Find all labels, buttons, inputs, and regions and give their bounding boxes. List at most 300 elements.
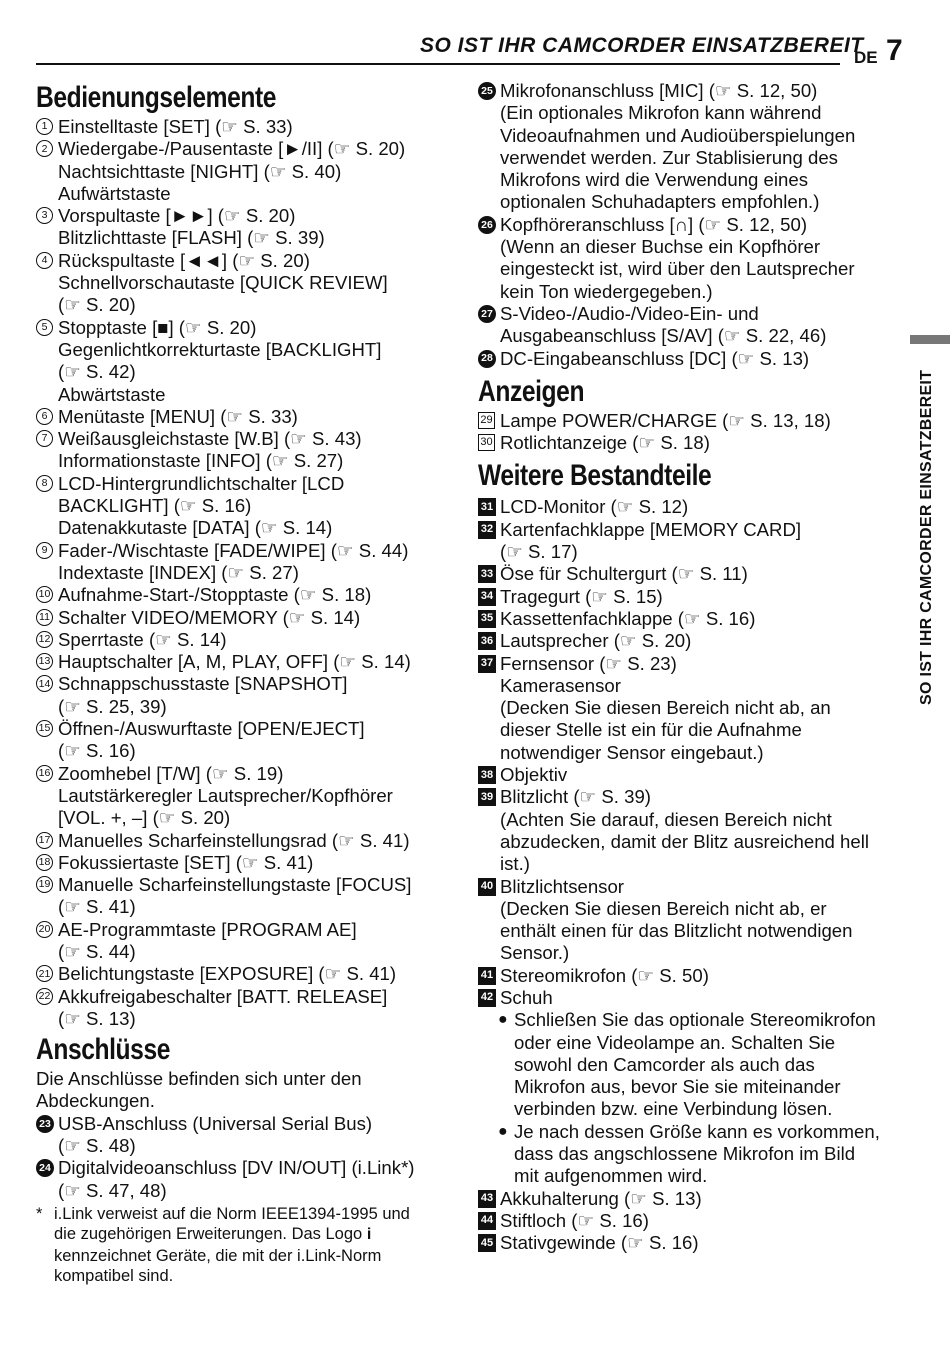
bedienung-list	[36, 116, 458, 1030]
list-item	[36, 830, 458, 852]
item-number	[478, 519, 500, 539]
list-item	[478, 563, 900, 585]
item-line: Aufnahme-Start-/Stopptaste (☞ S. 18)	[58, 584, 372, 606]
item-text	[500, 1232, 900, 1254]
list-item	[478, 519, 900, 564]
item-number	[36, 718, 58, 737]
number-badge: 38	[478, 766, 496, 784]
item-number	[478, 608, 500, 628]
list-item	[36, 763, 458, 830]
item-text	[500, 608, 900, 630]
item-number	[478, 432, 500, 451]
item-text	[58, 205, 458, 250]
item-number	[478, 1232, 500, 1252]
item-line: abzudecken, damit der Blitz ausreichend hell	[500, 830, 869, 852]
number-badge: 30	[478, 434, 495, 451]
item-number	[478, 410, 500, 429]
item-number	[478, 764, 500, 784]
item-number	[36, 629, 58, 648]
bullet-line: verbinden bzw. eine Verbindung lösen.	[514, 1098, 833, 1120]
number-badge: 29	[478, 412, 495, 429]
item-text	[500, 432, 900, 454]
list-item	[478, 586, 900, 608]
item-number	[36, 138, 58, 157]
anzeigen-list	[478, 410, 900, 455]
item-line: Hauptschalter [A, M, PLAY, OFF] (☞ S. 14)	[58, 651, 411, 673]
list-item	[36, 473, 458, 540]
item-line: Lampe POWER/CHARGE (☞ S. 13, 18)	[500, 409, 831, 431]
item-line: USB-Anschluss (Universal Serial Bus)	[58, 1112, 373, 1134]
number-badge: 17	[36, 832, 53, 849]
item-line: Digitalvideoanschluss [DV IN/OUT] (i.Link*)	[58, 1157, 415, 1179]
item-number	[36, 540, 58, 559]
item-number	[36, 830, 58, 849]
item-line: Schalter VIDEO/MEMORY (☞ S. 14)	[58, 606, 361, 628]
item-number	[478, 876, 500, 896]
item-text	[500, 630, 900, 652]
list-item	[478, 987, 900, 1009]
list-item	[478, 876, 900, 965]
list-item	[36, 540, 458, 585]
list-item	[478, 496, 900, 518]
number-badge: 4	[36, 252, 53, 269]
item-line: Menütaste [MENU] (☞ S. 33)	[58, 405, 298, 427]
list-item	[36, 963, 458, 985]
anschluesse-list	[36, 1113, 458, 1202]
item-line: LCD-Monitor (☞ S. 12)	[500, 496, 689, 518]
item-line: (☞ S. 48)	[58, 1135, 136, 1157]
item-line: Gegenlichtkorrekturtaste [BACKLIGHT]	[58, 338, 382, 360]
bullet-text	[514, 1121, 880, 1188]
list-item	[478, 410, 900, 432]
item-text	[500, 764, 900, 786]
item-line: Informationstaste [INFO] (☞ S. 27)	[58, 450, 344, 472]
item-line: ist.)	[500, 853, 530, 875]
item-line: Akkuhalterung (☞ S. 13)	[500, 1187, 702, 1209]
item-line: (☞ S. 20)	[58, 294, 136, 316]
list-item	[36, 250, 458, 317]
list-item	[478, 965, 900, 987]
item-text	[58, 607, 458, 629]
item-number	[36, 852, 58, 871]
bullet-line: dass das angschlossene Mikrofon im Bild	[514, 1143, 856, 1165]
item-text	[58, 629, 458, 651]
item-text	[500, 1188, 900, 1210]
item-line: Schnellvorschautaste [QUICK REVIEW]	[58, 272, 388, 294]
item-number	[36, 763, 58, 782]
item-line: Schuh	[500, 986, 553, 1008]
item-line: Indextaste [INDEX] (☞ S. 27)	[58, 561, 299, 583]
number-badge: 39	[478, 788, 496, 806]
list-item	[36, 138, 458, 205]
list-item	[478, 608, 900, 630]
list-item	[478, 348, 900, 370]
item-line: (☞ S. 25, 39)	[58, 695, 167, 717]
number-badge: 20	[36, 921, 53, 938]
item-text	[500, 586, 900, 608]
footnote	[36, 1204, 458, 1287]
number-badge: 22	[36, 988, 53, 1005]
number-badge: 12	[36, 631, 53, 648]
item-number	[478, 1210, 500, 1230]
item-line: Manuelle Scharfeinstellungstaste [FOCUS]	[58, 874, 412, 896]
bullet-line: mit aufgenommen wird.	[514, 1165, 708, 1187]
list-item	[36, 1157, 458, 1202]
item-line: Akkufreigabeschalter [BATT. RELEASE]	[58, 985, 388, 1007]
item-line: (Achten Sie darauf, diesen Bereich nicht	[500, 808, 832, 830]
item-line: Rotlichtanzeige (☞ S. 18)	[500, 432, 710, 454]
number-badge: 40	[478, 878, 496, 896]
item-line: Fokussiertaste [SET] (☞ S. 41)	[58, 851, 314, 873]
item-text	[500, 80, 900, 214]
item-line: (Wenn an dieser Buchse ein Kopfhörer	[500, 236, 821, 258]
item-text	[500, 987, 900, 1009]
number-badge: 25	[478, 82, 496, 100]
item-line: Kassettenfachklappe (☞ S. 16)	[500, 607, 756, 629]
bullet-item	[478, 1009, 900, 1120]
list-item	[36, 607, 458, 629]
number-badge: 24	[36, 1159, 54, 1177]
number-badge: 36	[478, 632, 496, 650]
number-badge: 44	[478, 1212, 496, 1230]
running-header: SO IST IHR CAMCORDER EINSATZBEREIT	[420, 34, 864, 57]
item-text	[500, 1210, 900, 1232]
item-number	[36, 963, 58, 982]
list-item	[478, 80, 900, 214]
header-rule	[36, 63, 840, 65]
item-number	[478, 987, 500, 1007]
item-line: Videoaufnahmen und Audioüberspielungen	[500, 124, 856, 146]
weitere-list-continued	[478, 1188, 900, 1255]
item-text	[58, 473, 458, 540]
list-item	[36, 919, 458, 964]
item-text	[500, 653, 900, 764]
list-item	[36, 1113, 458, 1158]
bullet-item	[478, 1121, 900, 1188]
item-line: Datenakkutaste [DATA] (☞ S. 14)	[58, 517, 333, 539]
item-text	[58, 406, 458, 428]
number-badge: 8	[36, 475, 53, 492]
list-item	[36, 718, 458, 763]
list-item	[478, 303, 900, 348]
anschluesse-list-continued	[478, 80, 900, 370]
item-line: Mikrofonanschluss [MIC] (☞ S. 12, 50)	[500, 80, 818, 101]
item-number	[36, 607, 58, 626]
section-title-anschluesse: Anschlüsse	[36, 1033, 170, 1067]
item-number	[478, 630, 500, 650]
item-number	[478, 80, 500, 100]
item-line: optionalen Schuhadapters empfohlen.)	[500, 191, 820, 213]
number-badge: 6	[36, 408, 53, 425]
item-number	[36, 406, 58, 425]
number-badge: 26	[478, 216, 496, 234]
list-item	[478, 214, 900, 303]
item-line: (Ein optionales Mikrofon kann während	[500, 102, 822, 124]
item-line: Vorspultaste [►►] (☞ S. 20)	[58, 205, 296, 227]
item-number	[36, 473, 58, 492]
bullet-line: sowohl den Camcorder als auch das	[514, 1053, 815, 1075]
section-title-anzeigen: Anzeigen	[478, 374, 585, 408]
number-badge: 41	[478, 967, 496, 985]
item-line: Rückspultaste [◄◄] (☞ S. 20)	[58, 249, 310, 271]
item-line: Kopfhöreranschluss [∩] (☞ S. 12, 50)	[500, 213, 808, 235]
list-item	[36, 428, 458, 473]
item-number	[478, 786, 500, 806]
side-tab-label: SO IST IHR CAMCORDER EINSATZBEREIT	[918, 369, 935, 705]
item-line: Ausgabeanschluss [S/AV] (☞ S. 22, 46)	[500, 325, 827, 347]
item-line: AE-Programmtaste [PROGRAM AE]	[58, 918, 357, 940]
item-text	[58, 250, 458, 317]
item-number	[478, 496, 500, 516]
number-badge: 21	[36, 965, 53, 982]
item-line: Mikrofons wird die Verwendung eines	[500, 169, 808, 191]
item-text	[58, 830, 458, 852]
number-badge: 34	[478, 588, 496, 606]
item-line: (☞ S. 44)	[58, 940, 136, 962]
list-item	[36, 852, 458, 874]
list-item	[36, 317, 458, 406]
item-line: Manuelles Scharfeinstellungsrad (☞ S. 41)	[58, 829, 410, 851]
number-badge: 9	[36, 542, 53, 559]
item-line: kein Ton wiedergegeben.)	[500, 280, 713, 302]
item-number	[36, 874, 58, 893]
list-item	[478, 1210, 900, 1232]
list-item	[478, 786, 900, 875]
item-number	[36, 584, 58, 603]
item-line: enthält einen für das Blitzlicht notwendigen	[500, 920, 853, 942]
item-line: (☞ S. 16)	[58, 740, 136, 762]
list-item	[36, 406, 458, 428]
number-badge: 35	[478, 610, 496, 628]
shoe-bullets	[478, 1009, 900, 1187]
section-title-weitere-bestandteile: Weitere Bestandteile	[478, 459, 712, 493]
side-tab-bar	[910, 335, 950, 344]
list-item	[36, 673, 458, 718]
item-line: Lautsprecher (☞ S. 20)	[500, 630, 692, 652]
item-text	[58, 651, 458, 673]
ilink-logo-icon: i	[366, 1226, 372, 1244]
item-line: Nachtsichttaste [NIGHT] (☞ S. 40)	[58, 160, 342, 182]
number-badge: 37	[478, 655, 496, 673]
anschluesse-intro	[36, 1068, 458, 1113]
footnote-body	[54, 1204, 410, 1287]
item-line: (☞ S. 13)	[58, 1007, 136, 1029]
item-line: Sperrtaste (☞ S. 14)	[58, 628, 227, 650]
item-line: (☞ S. 41)	[58, 896, 136, 918]
item-text	[500, 876, 900, 965]
number-badge: 31	[478, 498, 496, 516]
item-text	[58, 852, 458, 874]
language-tag: DE	[854, 48, 878, 67]
item-number	[478, 303, 500, 323]
page-number: 7	[886, 34, 903, 67]
item-line: (Decken Sie diesen Bereich nicht ab, er	[500, 897, 827, 919]
item-number	[36, 919, 58, 938]
item-number	[478, 563, 500, 583]
number-badge: 45	[478, 1234, 496, 1252]
item-number	[36, 1157, 58, 1177]
item-line: Abwärtstaste	[58, 383, 166, 405]
bullet-text	[514, 1009, 876, 1120]
item-line: Stativgewinde (☞ S. 16)	[500, 1232, 699, 1254]
list-item	[36, 874, 458, 919]
item-line: eingesteckt ist, wird über den Lautsprecher	[500, 258, 855, 280]
item-line: Objektiv	[500, 764, 568, 786]
item-text	[58, 116, 458, 138]
item-text	[58, 1157, 458, 1202]
item-line: Wiedergabe-/Pausentaste [►/II] (☞ S. 20)	[58, 138, 406, 160]
item-line: Fernsensor (☞ S. 23)	[500, 652, 677, 674]
list-item	[36, 986, 458, 1031]
intro-line: Abdeckungen.	[36, 1090, 155, 1112]
list-item	[36, 116, 458, 138]
item-text	[58, 919, 458, 964]
list-item	[478, 1188, 900, 1210]
item-line: Belichtungstaste [EXPOSURE] (☞ S. 41)	[58, 963, 397, 985]
number-badge: 42	[478, 989, 496, 1007]
item-text	[58, 540, 458, 585]
list-item	[478, 432, 900, 454]
number-badge: 15	[36, 720, 53, 737]
item-text	[500, 348, 900, 370]
footnote-star: *	[36, 1204, 43, 1223]
bullet-dot-icon: ●	[498, 1011, 508, 1029]
item-number	[478, 586, 500, 606]
bullet-line: Schließen Sie das optionale Stereomikrofon	[514, 1009, 876, 1031]
item-line: (Decken Sie diesen Bereich nicht ab, an	[500, 697, 831, 719]
number-badge: 18	[36, 854, 53, 871]
item-text	[58, 317, 458, 406]
item-number	[478, 214, 500, 234]
item-line: Blitzlichtsensor	[500, 875, 625, 897]
footnote-line: i.Link verweist auf die Norm IEEE1394-1995 und	[54, 1204, 410, 1223]
number-badge: 28	[478, 350, 496, 368]
item-line: Öse für Schultergurt (☞ S. 11)	[500, 563, 748, 585]
item-line: Lautstärkeregler Lautsprecher/Kopfhörer	[58, 784, 393, 806]
item-line: Blitzlichttaste [FLASH] (☞ S. 39)	[58, 227, 325, 249]
item-number	[478, 348, 500, 368]
footnote-line: die zugehörigen Erweiterungen. Das Logo i	[54, 1224, 410, 1246]
item-line: Stopptaste [■] (☞ S. 20)	[58, 316, 257, 338]
item-number	[36, 250, 58, 269]
item-line: Aufwärtstaste	[58, 182, 171, 204]
list-item	[478, 630, 900, 652]
item-number	[478, 1188, 500, 1208]
list-item	[36, 629, 458, 651]
item-line: (☞ S. 42)	[58, 361, 136, 383]
list-item	[478, 1232, 900, 1254]
bullet-line: Je nach dessen Größe kann es vorkommen,	[514, 1120, 880, 1142]
number-badge: 11	[36, 609, 53, 626]
item-line: [VOL. +, –] (☞ S. 20)	[58, 807, 231, 829]
item-text	[58, 763, 458, 830]
number-badge: 23	[36, 1115, 54, 1133]
item-number	[36, 673, 58, 692]
footnote-line: kompatibel sind.	[54, 1267, 174, 1286]
number-badge: 19	[36, 876, 53, 893]
item-number	[36, 205, 58, 224]
item-line: dieser Stelle ist ein für die Aufnahme	[500, 719, 802, 741]
item-number	[36, 986, 58, 1005]
number-badge: 16	[36, 765, 53, 782]
item-text	[58, 584, 458, 606]
number-badge: 5	[36, 319, 53, 336]
right-column	[478, 80, 900, 1255]
item-line: Sensor.)	[500, 942, 570, 964]
item-text	[500, 303, 900, 348]
item-text	[500, 965, 900, 987]
number-badge: 1	[36, 118, 53, 135]
item-number	[36, 428, 58, 447]
item-line: LCD-Hintergrundlichtschalter [LCD	[58, 472, 345, 494]
item-number	[36, 651, 58, 670]
item-line: notwendiger Sensor eingebaut.)	[500, 741, 764, 763]
item-line: S-Video-/Audio-/Video-Ein- und	[500, 302, 759, 324]
number-badge: 32	[478, 521, 496, 539]
item-text	[58, 138, 458, 205]
list-item	[36, 205, 458, 250]
item-line: verwendet werden. Zur Stablisierung des	[500, 146, 838, 168]
item-line: Blitzlicht (☞ S. 39)	[500, 786, 651, 808]
intro-line: Die Anschlüsse befinden sich unter den	[36, 1068, 362, 1090]
item-line: BACKLIGHT] (☞ S. 16)	[58, 495, 252, 517]
number-badge: 33	[478, 565, 496, 583]
bullet-dot-icon: ●	[498, 1122, 508, 1140]
item-line: Kartenfachklappe [MEMORY CARD]	[500, 518, 802, 540]
item-line: Zoomhebel [T/W] (☞ S. 19)	[58, 762, 284, 784]
item-line: Schnappschusstaste [SNAPSHOT]	[58, 673, 348, 695]
item-text	[500, 519, 900, 564]
number-badge: 7	[36, 430, 53, 447]
item-line: Kamerasensor	[500, 674, 621, 696]
item-line: DC-Eingabeanschluss [DC] (☞ S. 13)	[500, 347, 810, 369]
item-line: Tragegurt (☞ S. 15)	[500, 585, 663, 607]
item-text	[58, 718, 458, 763]
number-badge: 2	[36, 140, 53, 157]
list-item	[36, 584, 458, 606]
bullet-line: Mikrofon aus, bevor Sie sie miteinander	[514, 1076, 841, 1098]
weitere-list	[478, 496, 900, 1009]
item-number	[36, 317, 58, 336]
number-badge: 10	[36, 586, 53, 603]
item-number	[478, 653, 500, 673]
left-column	[36, 80, 458, 1287]
item-text	[500, 496, 900, 518]
item-text	[500, 410, 900, 432]
item-line: Weißausgleichstaste [W.B] (☞ S. 43)	[58, 428, 362, 450]
item-number	[478, 965, 500, 985]
item-text	[500, 214, 900, 303]
section-title-bedienungselemente: Bedienungselemente	[36, 81, 277, 114]
item-text	[58, 1113, 458, 1158]
item-number	[36, 116, 58, 135]
item-line: Fader-/Wischtaste [FADE/WIPE] (☞ S. 44)	[58, 539, 409, 561]
number-badge: 27	[478, 305, 496, 323]
list-item	[478, 764, 900, 786]
number-badge: 14	[36, 675, 53, 692]
item-text	[58, 673, 458, 718]
item-line: (☞ S. 17)	[500, 541, 578, 563]
number-badge: 43	[478, 1190, 496, 1208]
list-item	[478, 653, 900, 764]
item-line: (☞ S. 47, 48)	[58, 1179, 167, 1201]
item-text	[58, 874, 458, 919]
item-text	[500, 563, 900, 585]
item-text	[500, 786, 900, 875]
number-badge: 3	[36, 207, 53, 224]
number-badge: 13	[36, 653, 53, 670]
item-number	[36, 1113, 58, 1133]
